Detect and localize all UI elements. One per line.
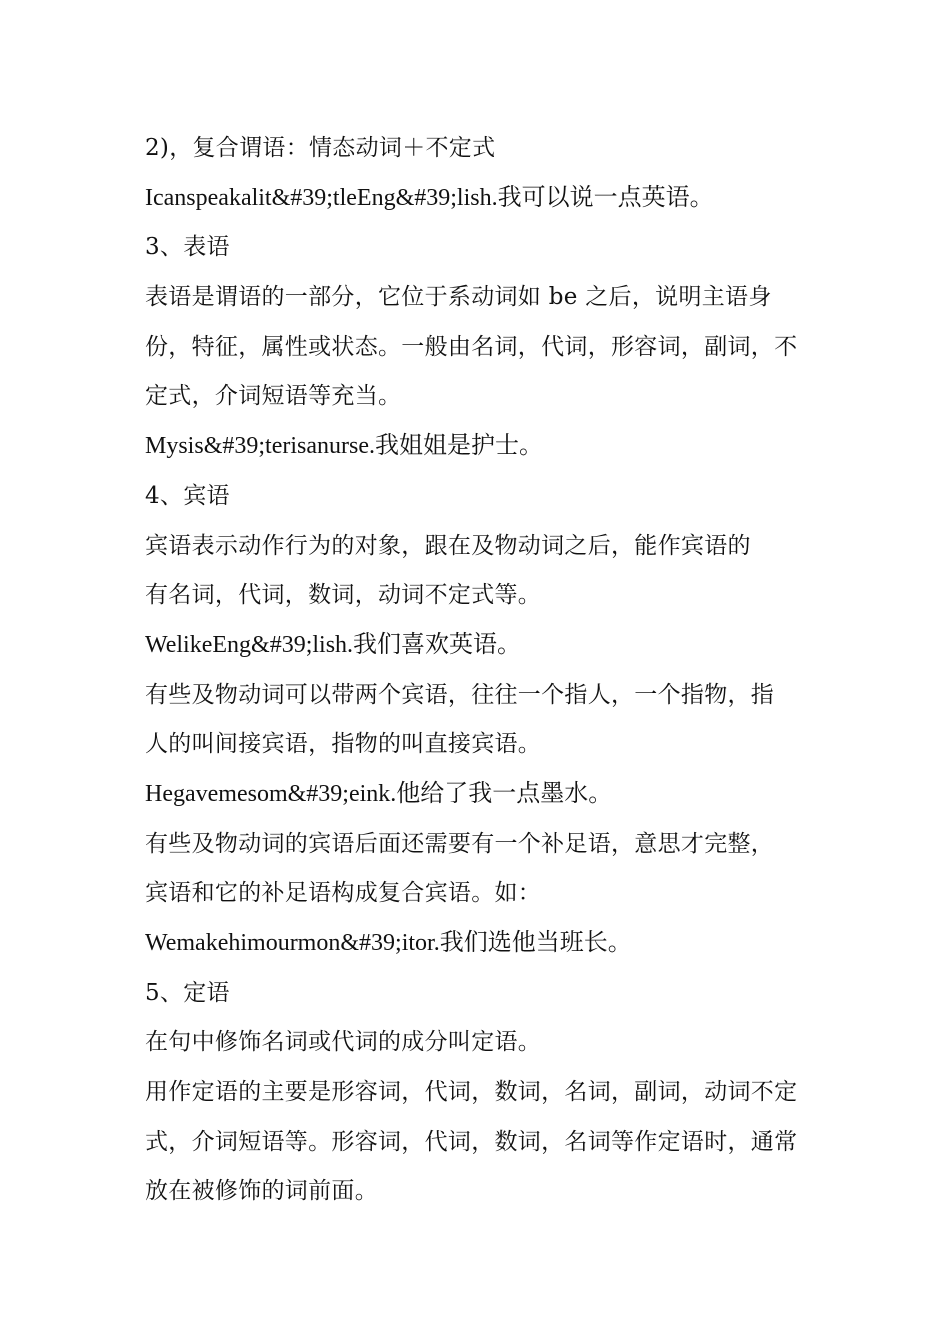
example-sentence: Icanspeakalit&#39;tleEng&#39;lish.我可以说一点英语。 bbox=[145, 184, 714, 211]
paragraph-line: 表语是谓语的一部分，它位于系动词如 be 之后，说明主语身 bbox=[145, 284, 772, 311]
paragraph-line: 放在被修饰的词前面。 bbox=[145, 1178, 378, 1205]
paragraph-line: 用作定语的主要是形容词，代词，数词，名词，副词，动词不定 bbox=[145, 1079, 798, 1106]
paragraph-line: 有些及物动词的宾语后面还需要有一个补足语，意思才完整， bbox=[145, 830, 775, 857]
paragraph-line: 宾语表示动作行为的对象，跟在及物动词之后，能作宾语的 bbox=[145, 532, 751, 559]
paragraph-line: 式，介词短语等。形容词，代词，数词，名词等作定语时，通常 bbox=[145, 1128, 798, 1155]
example-sentence: WelikeEng&#39;lish.我们喜欢英语。 bbox=[145, 631, 522, 658]
paragraph-line: 宾语和它的补足语构成复合宾语。如： bbox=[145, 880, 542, 907]
example-sentence: Mysis&#39;terisanurse.我姐姐是护士。 bbox=[145, 433, 543, 460]
paragraph-line: 人的叫间接宾语，指物的叫直接宾语。 bbox=[145, 731, 542, 758]
section-heading-predicative: 3、表语 bbox=[145, 234, 230, 261]
paragraph-line: 有些及物动词可以带两个宾语，往往一个指人，一个指物，指 bbox=[145, 681, 775, 708]
section-heading-attribute: 5、定语 bbox=[145, 979, 230, 1006]
document-body bbox=[145, 124, 815, 1217]
example-sentence: Hegavemesom&#39;eink.他给了我一点墨水。 bbox=[145, 780, 613, 807]
section-heading-object: 4、宾语 bbox=[145, 482, 230, 509]
text-line-complex-predicate: 2)，复合谓语：情态动词＋不定式 bbox=[145, 135, 496, 161]
example-sentence: Wemakehimourmon&#39;itor.我们选他当班长。 bbox=[145, 930, 632, 956]
paragraph-line: 有名词，代词，数词，动词不定式等。 bbox=[145, 582, 542, 609]
paragraph-line: 在句中修饰名词或代词的成分叫定语。 bbox=[145, 1029, 542, 1056]
paragraph-line: 定式，介词短语等充当。 bbox=[145, 383, 402, 410]
paragraph-line: 份，特征，属性或状态。一般由名词，代词，形容词，副词，不 bbox=[145, 333, 798, 360]
